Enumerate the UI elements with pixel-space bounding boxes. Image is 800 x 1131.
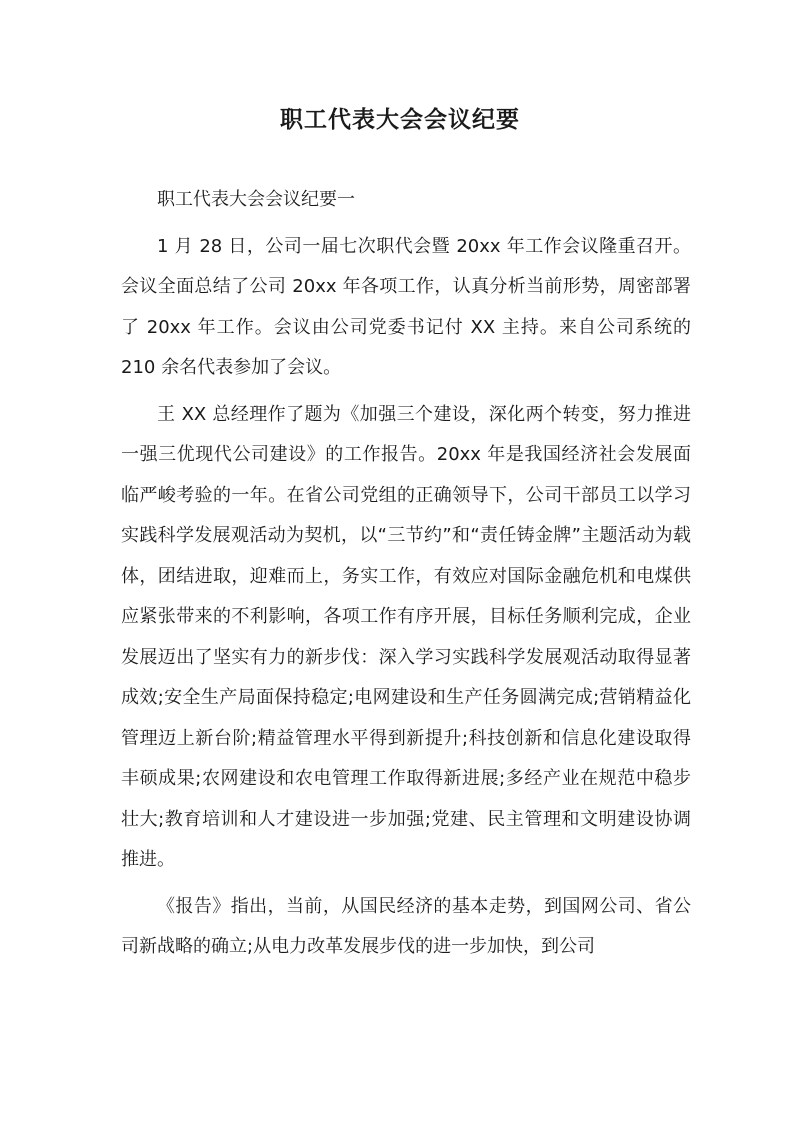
section-heading: 职工代表大会会议纪要一 [157, 189, 355, 210]
document-body [121, 180, 691, 974]
document-title: 职工代表大会会议纪要 [280, 107, 520, 133]
paragraph-1: 1 月 28 日，公司一届七次职代会暨 20xx 年工作会议隆重召开。会议全面总结了公司 20xx 年各项工作，认真分析当前形势，周密部署了 20xx 年工作。会议由公司党委书记付 XX 主持。来自公司系统的 210 余名代表参加了会议。 [121, 235, 691, 378]
paragraph-3: 《报告》指出，当前，从国民经济的基本走势，到国网公司、省公司新战略的确立;从电力改革发展步伐的进一步加快，到公司 [121, 895, 691, 957]
paragraph-2: 王 XX 总经理作了题为《加强三个建设，深化两个转变，努力推进一强三优现代公司建设》的工作报告。20xx 年是我国经济社会发展面临严峻考验的一年。在省公司党组的正确领导下，公司干部员工以学习实践科学发展观活动为契机，以“三节约”和“责任铸金牌”主题活动为载体，团结进取，迎难而上，务实工作，有效应对国际金融危机和电煤供应紧张带来的不利影响，各项工作有序开展，目标任务顺利完成，企业发展迈出了坚实有力的新步伐：深入学习实践科学发展观活动取得显著成效;安全生产局面保持稳定;电网建设和生产任务圆满完成;营销精益化管理迈上新台阶;精益管理水平得到新提升;科技创新和信息化建设取得丰硕成果;农网建设和农电管理工作取得新进展;多经产业在规范中稳步壮大;教育培训和人才建设进一步加强;党建、民主管理和文明建设协调推进。 [121, 403, 691, 870]
